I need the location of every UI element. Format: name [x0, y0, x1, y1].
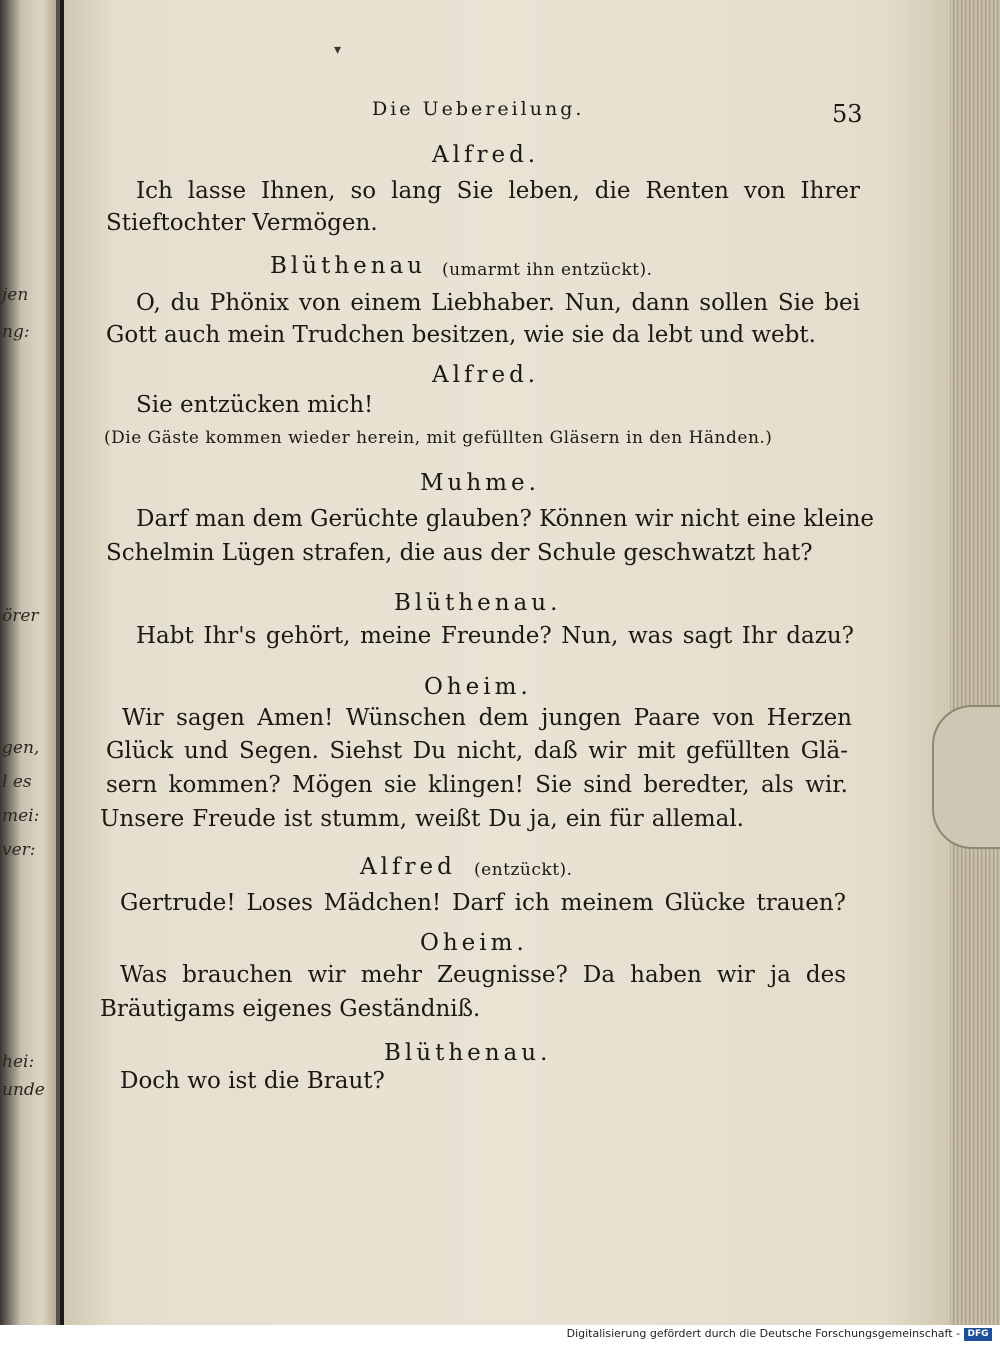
speaker-name: Blüthenau. — [394, 590, 562, 616]
speaker-name: Alfred. — [432, 142, 540, 168]
dialogue-line: Glück und Segen. Siehst Du nicht, daß wir mit gefüllten Glä- — [106, 738, 848, 764]
dialogue-line: Wir sagen Amen! Wünschen dem jungen Paare von Herzen — [122, 705, 852, 731]
dialogue-line: Darf man dem Gerüchte glauben? Können wir nicht eine kleine — [136, 506, 875, 532]
fragment: l es — [2, 772, 32, 792]
stage-direction: (entzückt). — [474, 860, 573, 880]
speaker-name: Oheim. — [420, 930, 528, 956]
dialogue-line: Stieftochter Vermögen. — [106, 210, 378, 236]
dialogue-line: O, du Phönix von einem Liebhaber. Nun, dann sollen Sie bei — [136, 290, 860, 316]
stage-direction: (umarmt ihn entzückt). — [442, 260, 653, 280]
dialogue-line: Unsere Freude ist stumm, weißt Du ja, ein für allemal. — [100, 806, 744, 832]
fragment: unde — [2, 1080, 45, 1100]
speaker-name: Muhme. — [420, 470, 540, 496]
dialogue-line: Ich lasse Ihnen, so lang Sie leben, die Renten von Ihrer — [136, 178, 860, 204]
speaker-name: Blüthenau — [270, 253, 427, 279]
speaker-name: Oheim. — [424, 674, 532, 700]
footer-bar — [0, 1325, 1000, 1345]
dialogue-line: Sie entzücken mich! — [136, 392, 374, 418]
dialogue-line: Doch wo ist die Braut? — [120, 1068, 385, 1094]
speaker-name: Alfred — [360, 854, 456, 880]
dialogue-line: Schelmin Lügen strafen, die aus der Schule geschwatzt hat? — [106, 540, 813, 566]
running-head: Die Uebereilung. — [372, 98, 585, 120]
stage-direction: (Die Gäste kommen wieder herein, mit gefüllten Gläsern in den Händen.) — [104, 428, 773, 448]
dialogue-line: Gertrude! Loses Mädchen! Darf ich meinem Glücke trauen? — [120, 890, 846, 916]
dialogue-line: Gott auch mein Trudchen besitzen, wie sie da lebt und webt. — [106, 322, 816, 348]
fragment: ver: — [2, 840, 36, 860]
fragment: hei: — [2, 1052, 35, 1072]
thumb-tab — [932, 705, 1000, 849]
dialogue-line: Was brauchen wir mehr Zeugnisse? Da haben wir ja des — [120, 962, 846, 988]
fragment: ng: — [2, 322, 30, 342]
previous-page-edge — [0, 0, 60, 1325]
funding-notice: Digitalisierung gefördert durch die Deutsche Forschungsgemeinschaft - — [566, 1327, 960, 1340]
speaker-name: Blüthenau. — [384, 1040, 552, 1066]
dialogue-line: Bräutigams eigenes Geständniß. — [100, 996, 481, 1022]
fragment: örer — [2, 606, 39, 626]
book-page: ▾ Die Uebereilung. 53 Alfred. Ich lasse Ihnen, so lang Sie leben, die Renten von Ihrer Stieftochter Vermögen. Blüthenau (umarmt ihn entzückt). O, du Phönix von einem Liebhaber. Nun, dann sollen Sie bei Gott auch mein Trudchen besitzen, wie sie da lebt und webt. Alfred. Sie entzücken mich! (Die Gäste kommen wieder herein, mit gefüllten Gläsern in den Händen.) Muhme. Darf man dem Gerüchte glauben? Können wir nicht eine kleine Schelmin Lügen strafen, die aus der Schule geschwatzt hat? Blüthenau. Habt Ihr's gehört, meine Freunde? Nun, was sagt Ihr dazu? Oheim. Wir sagen Amen! Wünschen dem jungen Paare von Herzen Glück und Segen. Siehst Du nicht, daß wir mit gefüllten Glä- sern kommen? Mögen sie klingen! Sie sind beredter, als wir. Unsere Freude ist stumm, weißt Du ja, ein für allemal. Alfred (entzückt). Gertrude! Loses Mädchen! Darf ich meinem Glücke trauen? Oheim. Was brauchen wir mehr Zeugnisse? Da haben wir ja des Bräutigams eigenes Geständniß. Blüthenau. Doch wo ist die Braut? — [64, 0, 954, 1325]
page-gutter — [56, 0, 60, 1325]
fragment: mei: — [2, 806, 40, 826]
speaker-name: Alfred. — [432, 362, 540, 388]
dfg-logo: DFG — [964, 1328, 992, 1341]
fragment: gen, — [2, 738, 40, 758]
page-number: 53 — [832, 100, 863, 128]
dialogue-line: sern kommen? Mögen sie klingen! Sie sind beredter, als wir. — [106, 772, 848, 798]
page-stack-edge — [950, 0, 1000, 1325]
fragment: jen — [2, 285, 29, 305]
dialogue-line: Habt Ihr's gehört, meine Freunde? Nun, was sagt Ihr dazu? — [136, 623, 854, 649]
